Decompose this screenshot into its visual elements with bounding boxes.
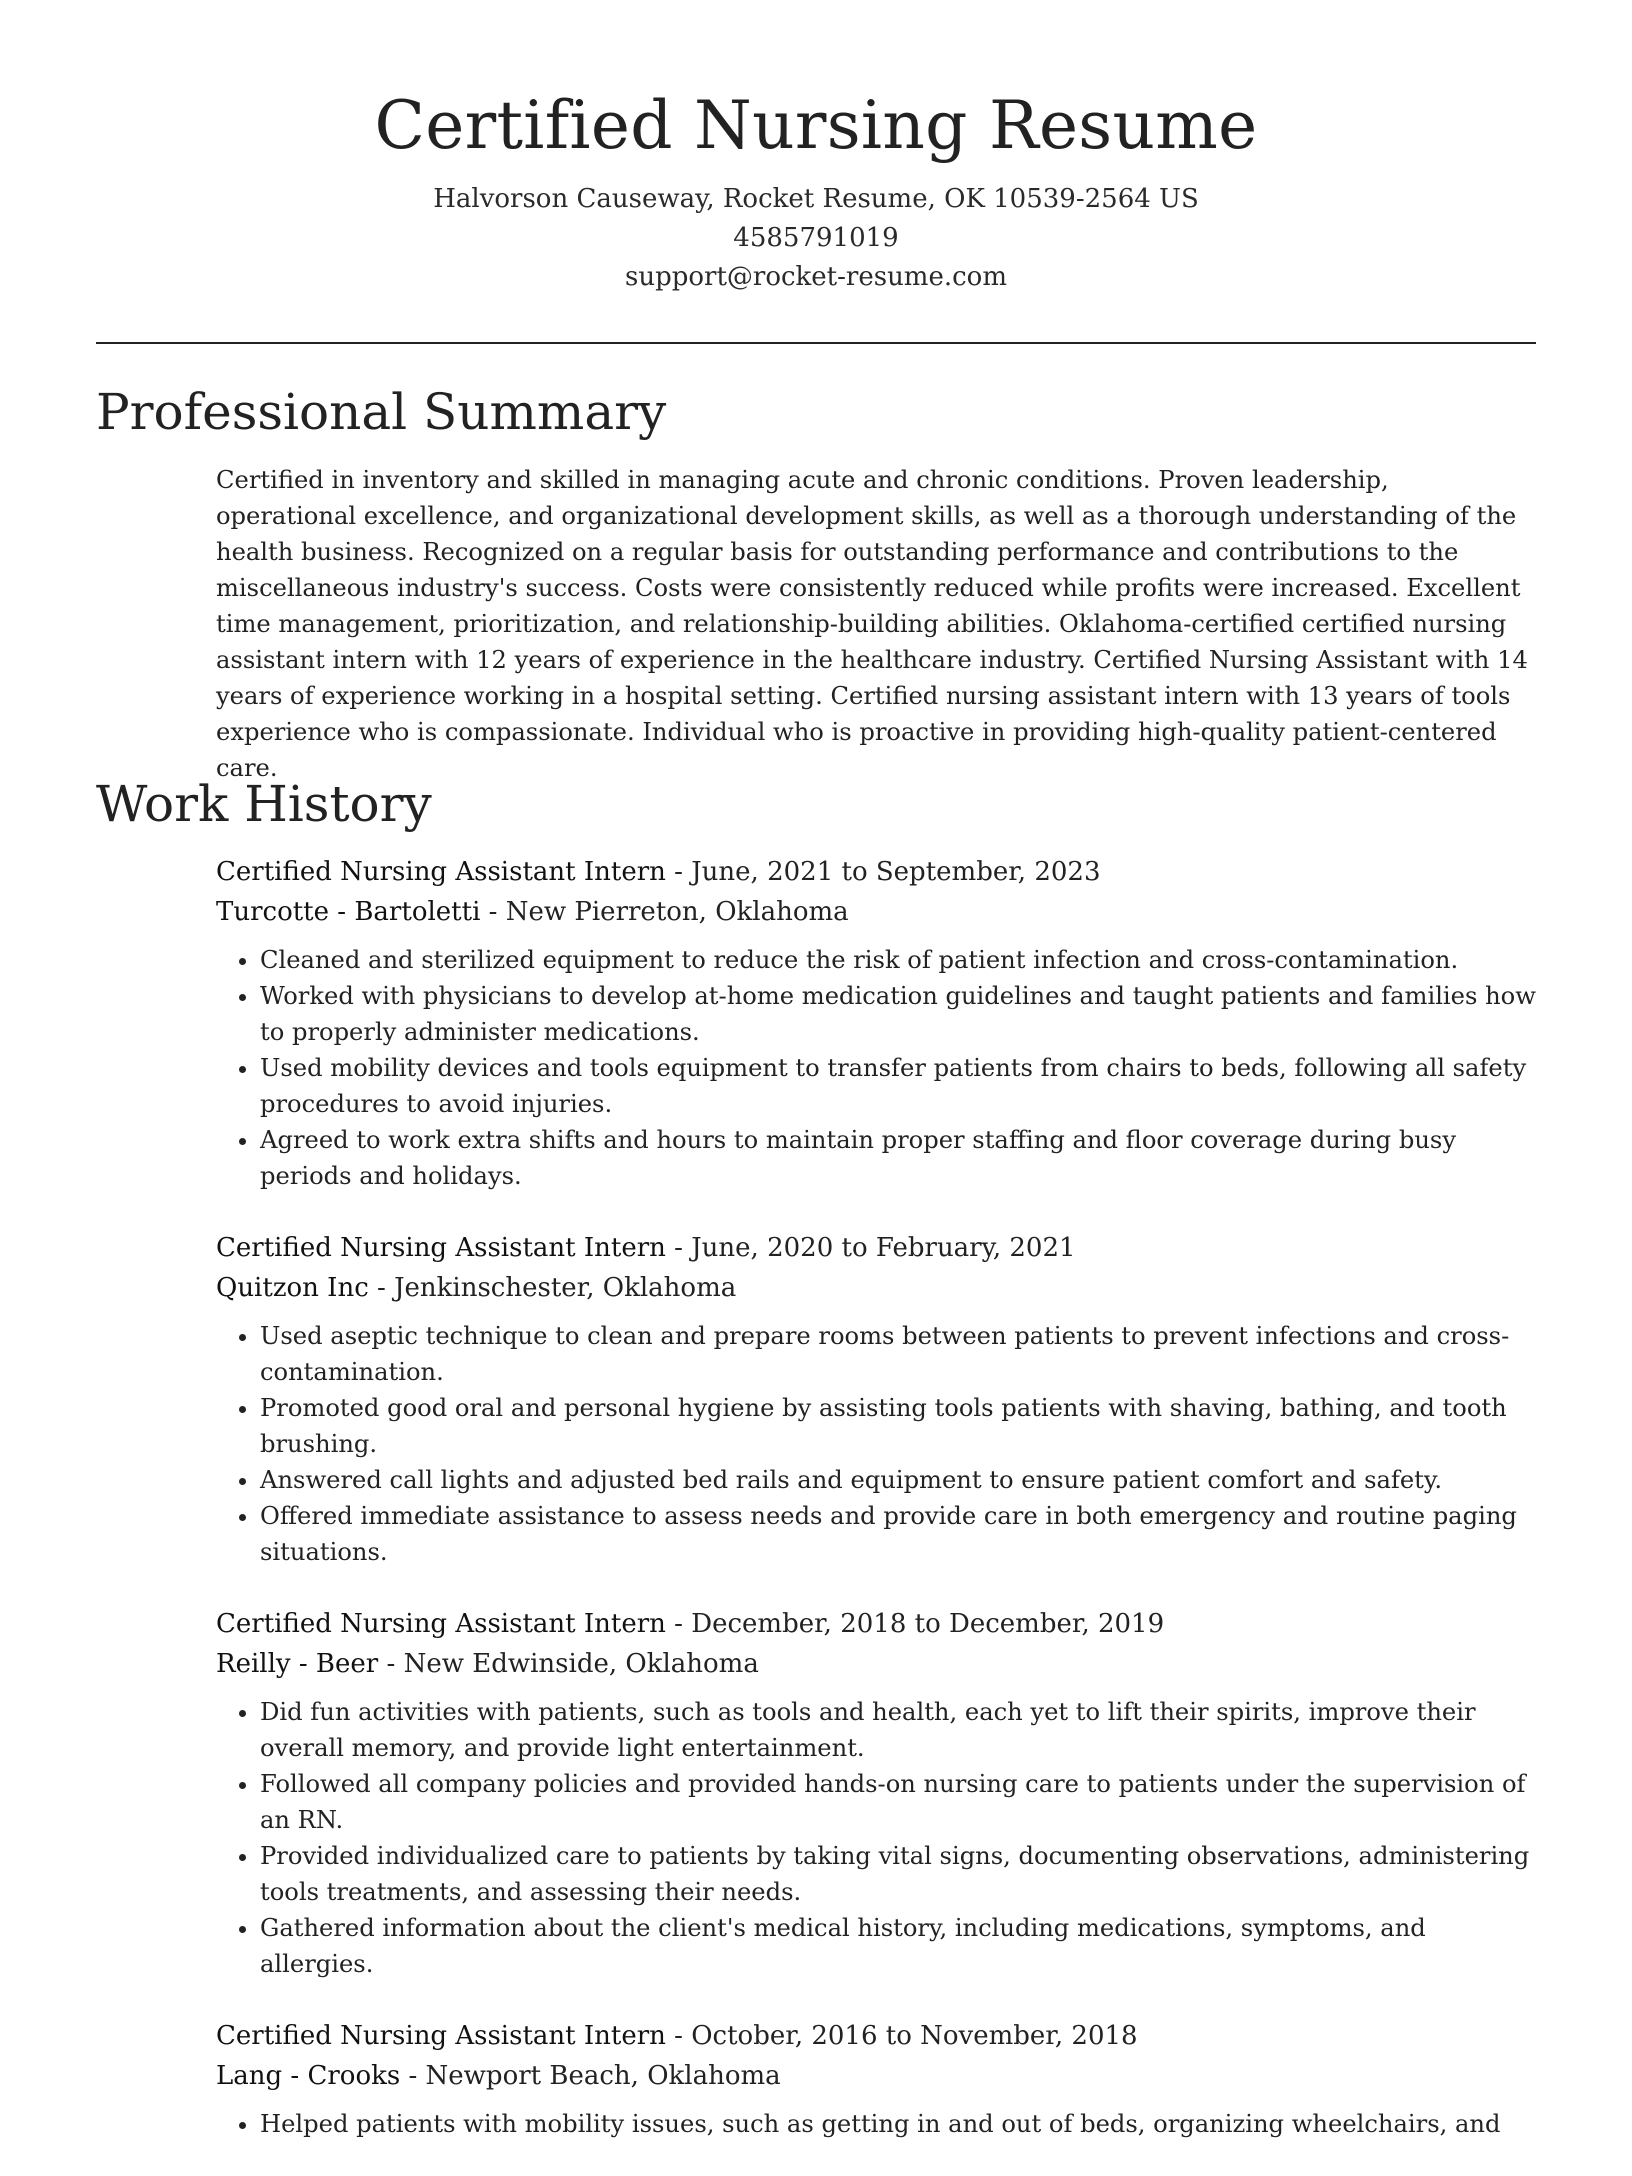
job-bullet: • Used aseptic technique to clean and prepare rooms between patients to prevent infections and cross-contamination.	[260, 1318, 1536, 1390]
job-bullet-list	[216, 942, 1536, 1194]
job-separator: -	[665, 1233, 692, 1263]
job-bullet: • Used mobility devices and tools equipment to transfer patients from chairs to beds, following all safety procedures to avoid injuries.	[260, 1050, 1536, 1122]
job-company: Turcotte - Bartoletti	[216, 897, 481, 927]
job-entry	[216, 2016, 1536, 2142]
job-company-line	[216, 2056, 1536, 2096]
resume-name: Certified Nursing Resume	[374, 87, 1258, 164]
summary-text: Certified in inventory and skilled in managing acute and chronic conditions. Proven leadership, operational excellence, and organizational development skills, as well as a thorough understanding of the health business. Recognized on a regular basis for outstanding performance and contributions to the miscellaneous industry's success. Costs were consistently reduced while profits were increased. Excellent time management, prioritization, and relationship-building abilities. Oklahoma-certified certified nursing assistant intern with 12 years of experience in the healthcare industry. Certified Nursing Assistant with 14 years of experience working in a hospital setting. Certified nursing assistant intern with 13 years of tools experience who is compassionate. Individual who is proactive in providing high-quality patient-centered care.	[216, 466, 1528, 782]
job-separator: -	[480, 897, 506, 927]
job-bullet: • Promoted good oral and personal hygiene by assisting tools patients with shaving, bathing, and tooth brushing.	[260, 1390, 1536, 1462]
job-company: Lang - Crooks	[216, 2061, 401, 2091]
job-company-line	[216, 1644, 1536, 1684]
job-bullet: • Gathered information about the client's medical history, including medications, symptoms, and allergies.	[260, 1910, 1536, 1982]
job-bullet: • Helped patients with mobility issues, such as getting in and out of beds, organizing wheelchairs, and	[260, 2106, 1536, 2142]
job-bullet-list	[216, 2106, 1536, 2142]
job-entry	[216, 1604, 1536, 1982]
job-location: Jenkinschester, Oklahoma	[394, 1273, 737, 1303]
job-separator: -	[665, 857, 692, 887]
job-dates: December, 2018 to December, 2019	[691, 1609, 1165, 1639]
job-company-line	[216, 1268, 1536, 1308]
job-bullet: • Did fun activities with patients, such as tools and health, each yet to lift their spirits, improve their overall memory, and provide light entertainment.	[260, 1694, 1536, 1766]
summary-heading: Professional Summary	[96, 383, 667, 441]
job-separator: -	[400, 2061, 426, 2091]
job-entry	[216, 852, 1536, 1194]
job-title-line	[216, 1604, 1536, 1644]
job-bullet-list	[216, 1694, 1536, 1982]
contact-email: support@rocket-resume.com	[624, 262, 1007, 292]
job-title-line	[216, 852, 1536, 892]
job-title: Certified Nursing Assistant Intern	[216, 2021, 666, 2051]
job-company-line	[216, 892, 1536, 932]
contact-phone: 4585791019	[733, 223, 899, 253]
job-separator: -	[368, 1273, 395, 1303]
job-bullet: • Cleaned and sterilized equipment to reduce the risk of patient infection and cross-contamination.	[260, 942, 1536, 978]
contact-block	[0, 180, 1632, 297]
job-location: New Edwinside, Oklahoma	[403, 1649, 759, 1679]
job-company: Reilly - Beer	[216, 1649, 379, 1679]
job-separator: -	[665, 2021, 692, 2051]
job-bullet-list	[216, 1318, 1536, 1570]
job-company: Quitzon Inc	[216, 1273, 369, 1303]
work-history-heading: Work History	[96, 775, 432, 833]
job-bullet: • Provided individualized care to patients by taking vital signs, documenting observations, administering tools treatments, and assessing their needs.	[260, 1838, 1536, 1910]
job-location: New Pierreton, Oklahoma	[505, 897, 849, 927]
job-title: Certified Nursing Assistant Intern	[216, 1233, 666, 1263]
job-title: Certified Nursing Assistant Intern	[216, 1609, 666, 1639]
work-history-list	[216, 852, 1536, 2176]
job-bullet: • Worked with physicians to develop at-home medication guidelines and taught patients and families how to properly administer medications.	[260, 978, 1536, 1050]
resume-header	[0, 0, 1632, 297]
job-title-line	[216, 2016, 1536, 2056]
job-entry	[216, 1228, 1536, 1570]
job-location: Newport Beach, Oklahoma	[425, 2061, 781, 2091]
job-separator: -	[665, 1609, 692, 1639]
job-bullet: • Agreed to work extra shifts and hours to maintain proper staffing and floor coverage during busy periods and holidays.	[260, 1122, 1536, 1194]
job-dates: June, 2021 to September, 2023	[691, 857, 1101, 887]
job-title: Certified Nursing Assistant Intern	[216, 857, 666, 887]
job-title-line	[216, 1228, 1536, 1268]
contact-address: Halvorson Causeway, Rocket Resume, OK 10539-2564 US	[433, 184, 1199, 214]
job-bullet: • Answered call lights and adjusted bed rails and equipment to ensure patient comfort and safety.	[260, 1462, 1536, 1498]
job-bullet: • Offered immediate assistance to assess needs and provide care in both emergency and routine paging situations.	[260, 1498, 1536, 1570]
job-separator: -	[378, 1649, 404, 1679]
header-divider	[96, 342, 1536, 344]
job-dates: October, 2016 to November, 2018	[691, 2021, 1138, 2051]
job-dates: June, 2020 to February, 2021	[691, 1233, 1076, 1263]
job-bullet: • Followed all company policies and provided hands-on nursing care to patients under the supervision of an RN.	[260, 1766, 1536, 1838]
